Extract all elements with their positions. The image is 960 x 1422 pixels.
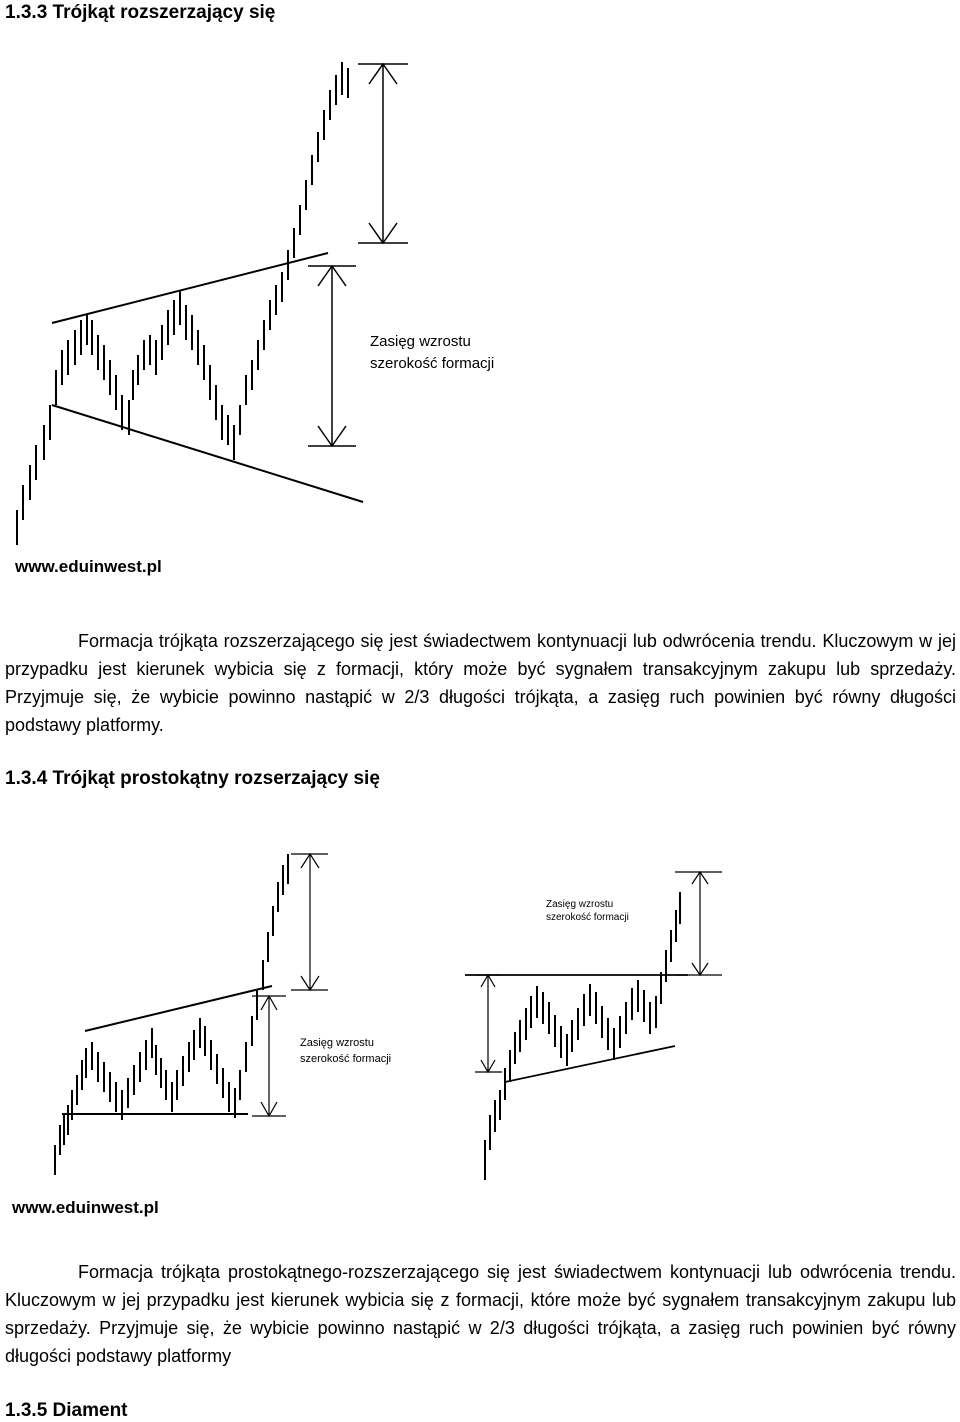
annotation-range-line2: szerokość formacji	[370, 355, 495, 372]
watermark-site: www.eduinwest.pl	[12, 1198, 159, 1217]
right-annotation-line2: szerokość formacji	[546, 912, 629, 923]
left-annotation-line2: szerokość formacji	[300, 1053, 392, 1065]
price-bars-right	[485, 892, 680, 1180]
price-bars	[17, 62, 348, 545]
paragraph-text: Formacja trójkąta rozszerzającego się jest świadectwem kontynuacji lub odwrócenia trendu. Kluczowym w jej przypadku jest kierunek wybicia się z formacji, który może być sygnałem transakcyjnym zakupu lub sprzedaży. Przyjmuje się, że wybicie powinno nastąpić w 2/3 długości trójkąta, a zasięg ruch powinien być równy długości podstawy platformy.	[5, 631, 956, 735]
paragraph-text: Formacja trójkąta prostokątnego-rozszerzającego się jest świadectwem kontynuacji lub odwrócenia trendu. Kluczowym w jej przypadku jest kierunek wybicia się z formacji, które może być sygnałem transakcyjnym zakupu lub sprzedaży. Przyjmuje się, że wybicie powinno nastąpić w 2/3 długości trójkąta, a zasięg ruch powinien być równy długości podstawy platformy	[5, 1262, 956, 1366]
left-annotation-line1: Zasięg wzrostu	[300, 1037, 374, 1049]
range-arrow-formation	[308, 266, 356, 446]
upper-trendline	[52, 253, 328, 323]
paragraph-right-angled-triangle	[5, 1258, 956, 1370]
section-heading-1-3-4: 1.3.4 Trójkąt prostokątny rozserzający się	[5, 768, 380, 789]
left-upper-trendline	[85, 986, 272, 1031]
right-lower-trendline	[505, 1046, 675, 1082]
figure-right-angled-broadening-triangle	[0, 820, 760, 1230]
right-annotation-line1: Zasięg wzrostu	[546, 899, 614, 910]
paragraph-broadening-triangle	[5, 627, 956, 739]
left-range-arrow-top	[291, 854, 328, 990]
section-heading-1-3-3: 1.3.3 Trójkąt rozszerzający się	[5, 2, 276, 23]
watermark-site: www.eduinwest.pl	[15, 557, 162, 576]
right-range-arrow-top	[675, 872, 722, 975]
annotation-range-line1: Zasięg wzrostu	[370, 333, 471, 350]
figure-broadening-triangle	[0, 40, 600, 585]
range-arrow-top	[358, 64, 408, 243]
section-heading-1-3-5: 1.3.5 Diament	[5, 1400, 128, 1421]
lower-trendline	[52, 405, 363, 502]
right-range-arrow-formation	[475, 975, 502, 1072]
price-bars-left	[55, 854, 288, 1175]
